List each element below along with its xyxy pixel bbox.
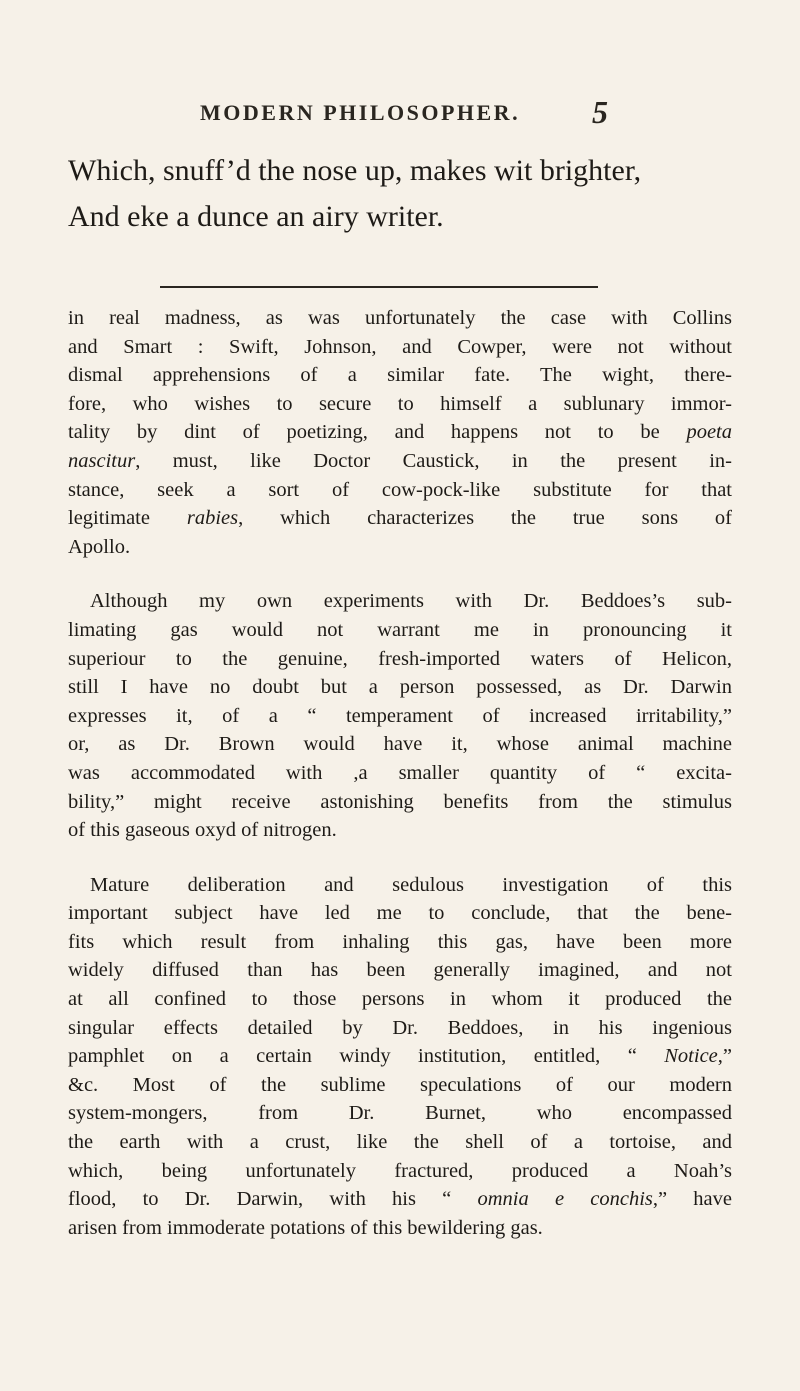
text-line: [68, 899, 732, 928]
text-line: [68, 871, 732, 900]
text-run: limating gas would not warrant me in pronouncing it: [68, 618, 732, 641]
text-line: [68, 1185, 732, 1214]
text-line: [68, 304, 732, 333]
text-line: [68, 673, 732, 702]
text-line: [68, 788, 732, 817]
text-run: flood, to Dr. Darwin, with his “: [68, 1188, 478, 1211]
text-line: [68, 928, 732, 957]
text-run: legitimate: [68, 507, 187, 530]
text-run: tality by dint of poetizing, and happens not to be: [68, 421, 687, 444]
text-run: system-mongers, from Dr. Burnet, who encompassed: [68, 1102, 732, 1125]
text-run: superiour to the genuine, fresh-imported waters of Helicon,: [68, 647, 732, 670]
section-rule: [160, 286, 598, 288]
text-line: [68, 816, 732, 845]
text-run: important subject have led me to conclude, that the bene-: [68, 902, 732, 925]
verse-line: And eke a dunce an airy writer.: [68, 200, 444, 233]
text-line: [68, 587, 732, 616]
verse-line: Which, snuff’d the nose up, makes wit brighter,: [68, 154, 642, 187]
text-line: [68, 418, 732, 447]
text-line: [68, 759, 732, 788]
text-run: dismal apprehensions of a similar fate. The wight, there-: [68, 364, 732, 387]
text-run: ,”: [717, 1045, 732, 1068]
text-run: at all confined to those persons in whom it produced the: [68, 988, 732, 1011]
verse-couplet: [68, 148, 668, 240]
italic-run: Notice: [664, 1045, 718, 1068]
text-run: and Smart : Swift, Johnson, and Cowper, were not without: [68, 335, 732, 358]
page-number: 5: [592, 94, 608, 130]
text-run: , must, like Doctor Caustick, in the present in-: [135, 449, 732, 472]
text-run: Apollo.: [68, 535, 131, 558]
text-line: [68, 447, 732, 476]
text-run: , which characterizes the true sons of: [238, 507, 732, 530]
text-run: the earth with a crust, like the shell of a tortoise, and: [68, 1131, 732, 1154]
text-run: which, being unfortunately fractured, produced a Noah’s: [68, 1159, 732, 1182]
paragraph: [68, 587, 732, 844]
text-line: [68, 645, 732, 674]
text-line: [68, 985, 732, 1014]
text-line: [68, 390, 732, 419]
text-run: or, as Dr. Brown would have it, whose animal machine: [68, 733, 732, 756]
text-line: [68, 476, 732, 505]
body-text: [68, 304, 732, 1242]
text-run: widely diffused than has been generally imagined, and not: [68, 959, 732, 982]
text-run: pamphlet on a certain windy institution, entitled, “: [68, 1045, 665, 1068]
text-run: Mature deliberation and sedulous investigation of this: [90, 873, 732, 896]
text-run: stance, seek a sort of cow-pock-like substitute for that: [68, 478, 732, 501]
text-run: still I have no doubt but a person possessed, as Dr. Darwin: [68, 676, 732, 699]
text-run: fits which result from inhaling this gas, have been more: [68, 930, 732, 953]
text-run: Although my own experiments with Dr. Beddoes’s sub-: [90, 590, 732, 613]
italic-run: poeta: [686, 421, 732, 444]
italic-run: omnia e conchis: [477, 1188, 653, 1211]
text-run: in real madness, as was unfortunately the case with Collins: [68, 307, 732, 329]
text-line: [68, 361, 732, 390]
paragraph: [68, 304, 732, 561]
italic-run: nascitur: [68, 449, 136, 472]
text-line: [68, 1071, 732, 1100]
text-run: was accommodated with ,a smaller quantity of “ excita-: [68, 761, 732, 784]
text-line: [68, 333, 732, 362]
text-line: [68, 1214, 732, 1243]
text-line: [68, 956, 732, 985]
italic-run: rabies: [186, 507, 239, 530]
text-run: singular effects detailed by Dr. Beddoes, in his ingenious: [68, 1016, 732, 1039]
text-line: [68, 504, 732, 533]
text-line: [68, 616, 732, 645]
text-line: [68, 1014, 732, 1043]
text-line: [68, 702, 732, 731]
text-run: of this gaseous oxyd of nitrogen.: [68, 819, 337, 842]
paragraph: [68, 871, 732, 1243]
text-run: expresses it, of a “ temperament of increased irritability,”: [68, 704, 732, 727]
text-run: arisen from immoderate potations of this bewildering gas.: [68, 1216, 543, 1239]
text-line: [68, 533, 732, 562]
text-run: bility,” might receive astonishing benefits from the stimulus: [68, 790, 732, 813]
text-line: [68, 1157, 732, 1186]
text-run: &c. Most of the sublime speculations of our modern: [68, 1073, 732, 1096]
text-line: [68, 1099, 732, 1128]
text-run: ,” have: [652, 1188, 732, 1211]
text-run: fore, who wishes to secure to himself a sublunary immor-: [68, 392, 732, 415]
running-title: MODERN PHILOSOPHER.: [200, 100, 521, 125]
running-head: [0, 94, 800, 134]
text-line: [68, 730, 732, 759]
text-line: [68, 1042, 732, 1071]
text-line: [68, 1128, 732, 1157]
